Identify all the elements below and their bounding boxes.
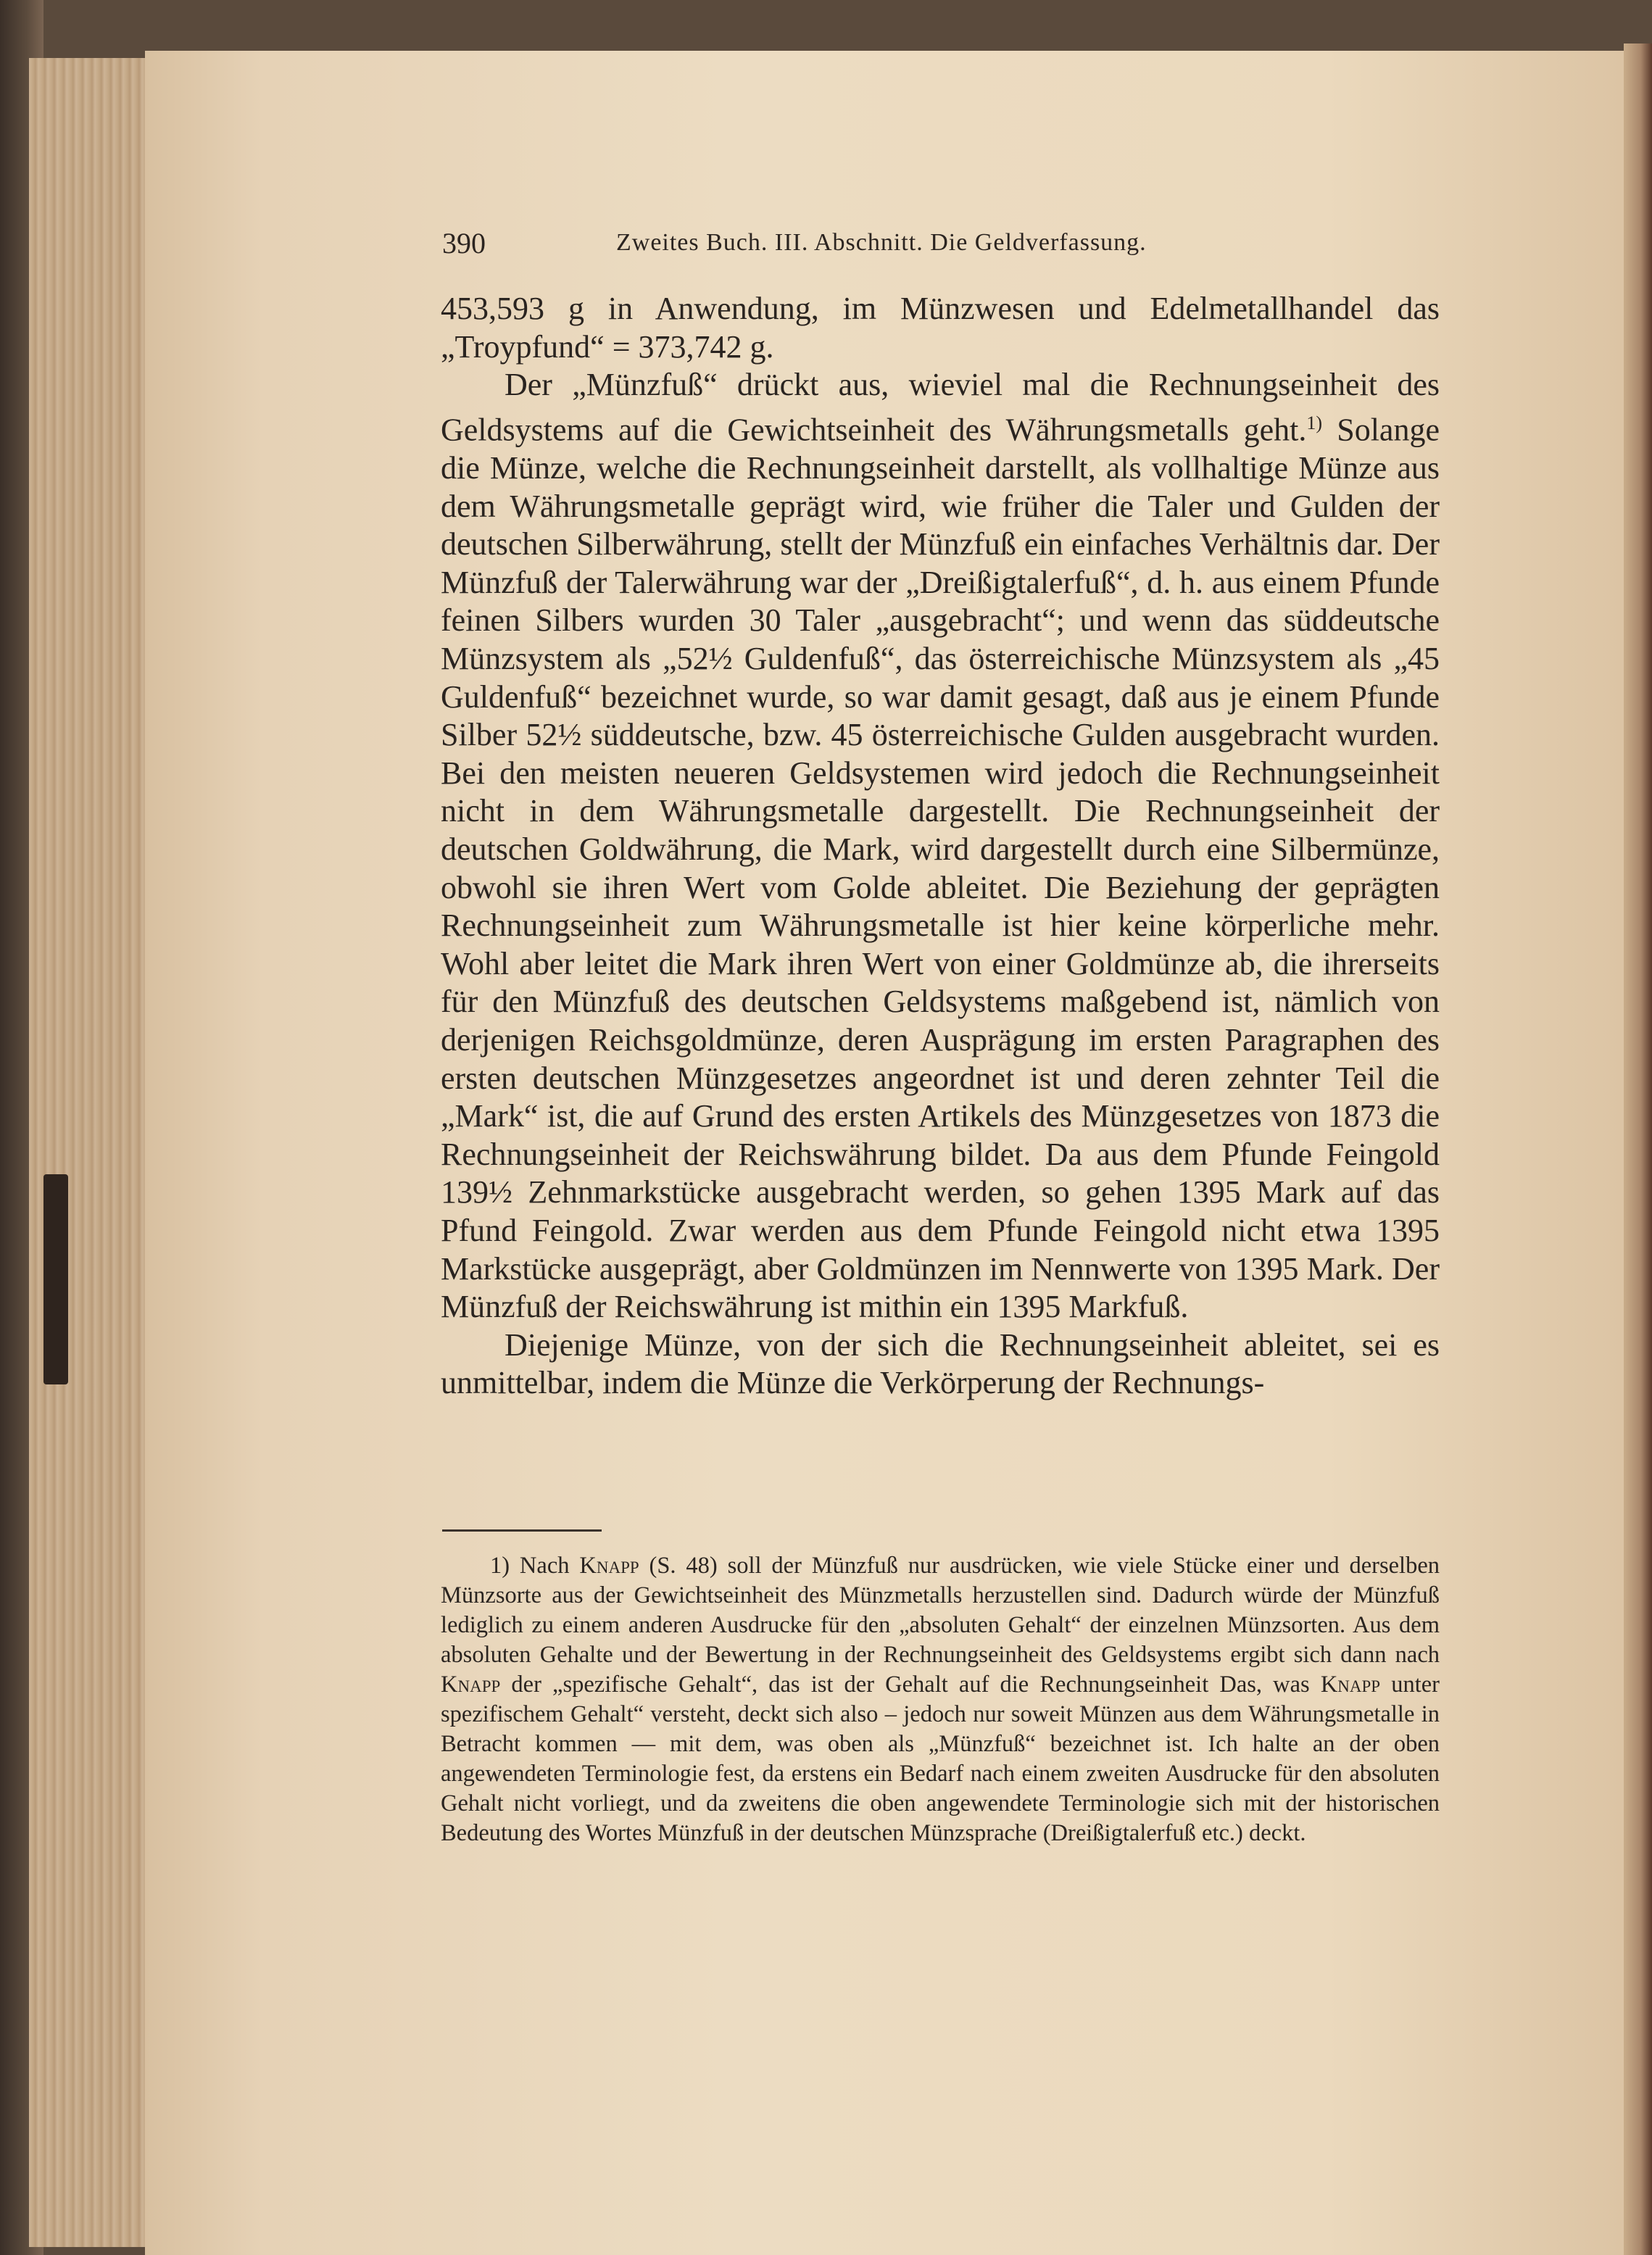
footnote-text-2: (S. 48) soll der Münzfuß nur ausdrücken, wie viele Stücke einer und derselben Münzsorte aus der Gewichtseinheit des Münzmetalls herzustellen sind. Dadurch würde der Münzfuß lediglich zu einem anderen Ausdrucke für den „absoluten Gehalt“ der einzelnen Münzsorten. Aus dem absoluten Gehalte und der Bewertung in der Rechnungseinheit des Geldsystems ergibt sich dann nach bbox=[441, 1553, 1440, 1668]
footnote-separator bbox=[442, 1529, 602, 1532]
page-number: 390 bbox=[442, 227, 486, 259]
paragraph-1: 453,593 g in Anwendung, im Münzwesen und Edelmetallhandel das „Troypfund“ = 373,742 g. bbox=[441, 291, 1440, 365]
footnote-marker: 1) bbox=[1306, 412, 1323, 433]
author-name-2: Knapp bbox=[441, 1671, 501, 1698]
paragraph-2-part-a: Der „Münzfuß“ drückt aus, wieviel mal die Rechnungseinheit des Geldsystems auf die Gewichtseinheit des Währungsmetalls geht. bbox=[441, 367, 1440, 448]
page-stack-edges bbox=[29, 58, 159, 2247]
paragraph-3: Diejenige Münze, von der sich die Rechnungseinheit ableitet, sei es unmittelbar, indem die Münze die Verkörperung der Rechnungs- bbox=[441, 1326, 1440, 1401]
body-text bbox=[441, 290, 1440, 1403]
footnote bbox=[441, 1551, 1440, 1848]
author-name-3: Knapp bbox=[1320, 1671, 1381, 1698]
paragraph-2-part-b: Solange die Münze, welche die Rechnungseinheit darstellt, als vollhaltige Münze aus dem Währungsmetalle geprägt wird, wie früher die Taler und Gulden der deutschen Silberwährung, stellt der Münzfuß ein einfaches Verhältnis dar. Der Münzfuß der Talerwährung war der „Dreißigtalerfuß“, d. h. aus einem Pfunde feinen Silbers wurden 30 Taler „ausgebracht“; und wenn das süddeutsche Münzsystem als „52½ Guldenfuß“, das österreichische Münzsystem als „45 Guldenfuß“ bezeichnet wurde, so war damit gesagt, daß aus je einem Pfunde Silber 52½ süddeutsche, bzw. 45 österreichische Gulden ausgebracht wurden. Bei den meisten neueren Geldsystemen wird jedoch die Rechnungseinheit nicht in dem Währungsmetalle dargestellt. Die Rechnungseinheit der deutschen Goldwährung, die Mark, wird dargestellt durch eine Silbermünze, obwohl sie ihren Wert vom Golde ableitet. Die Beziehung der geprägten Rechnungseinheit zum Währungsmetalle ist hier keine körperliche mehr. Wohl aber leitet die Mark ihren Wert von einer Goldmünze ab, die ihrerseits für den Münzfuß des deutschen Geldsystems maßgebend ist, nämlich von derjenigen Reichsgoldmünze, deren Ausprägung im ersten Paragraphen des ersten deutschen Münzgesetzes angeordnet ist und deren zehnter Teil die „Mark“ ist, die auf Grund des ersten Artikels des Münzgesetzes von 1873 die Rechnungseinheit der Reichswährung bildet. Da aus dem Pfunde Feingold 139½ Zehnmarkstücke ausgebracht werden, so gehen 1395 Mark auf das Pfund Feingold. Zwar werden aus dem Pfunde Feingold nicht etwa 1395 Markstücke ausgeprägt, aber Goldmünzen im Nennwerte von 1395 Mark. Der Münzfuß der Reichswährung ist mithin ein 1395 Markfuß. bbox=[441, 412, 1440, 1325]
page-header bbox=[442, 226, 1435, 270]
paragraph-2 bbox=[441, 366, 1440, 1326]
footnote-text-1: 1) Nach bbox=[490, 1553, 580, 1579]
footnote-text-3: der „spezifische Gehalt“, das ist der Gehalt auf die Rechnungseinheit Das, was bbox=[500, 1671, 1321, 1698]
running-title: Zweites Buch. III. Abschnitt. Die Geldverfassung. bbox=[616, 229, 1147, 256]
footnote-text bbox=[441, 1551, 1440, 1848]
author-name-1: Knapp bbox=[579, 1553, 639, 1579]
right-cover-edge bbox=[1624, 43, 1652, 2255]
binding-clip bbox=[43, 1174, 68, 1384]
footnote-text-4: unter spezifischem Gehalt“ versteht, deckt sich also – jedoch nur soweit Münzen aus dem Währungsmetalle in Betracht kommen — mit dem, was oben als „Münzfuß“ bezeichnet ist. Ich halte an der oben angewendeten Terminologie fest, da erstens ein Bedarf nach einem zweiten Ausdrucke für den absoluten Gehalt nicht vorliegt, und da zweitens die oben angewendete Terminologie sich mit der historischen Bedeutung des Wortes Münzfuß in der deutschen Münzsprache (Dreißigtalerfuß etc.) deckt. bbox=[441, 1671, 1440, 1846]
